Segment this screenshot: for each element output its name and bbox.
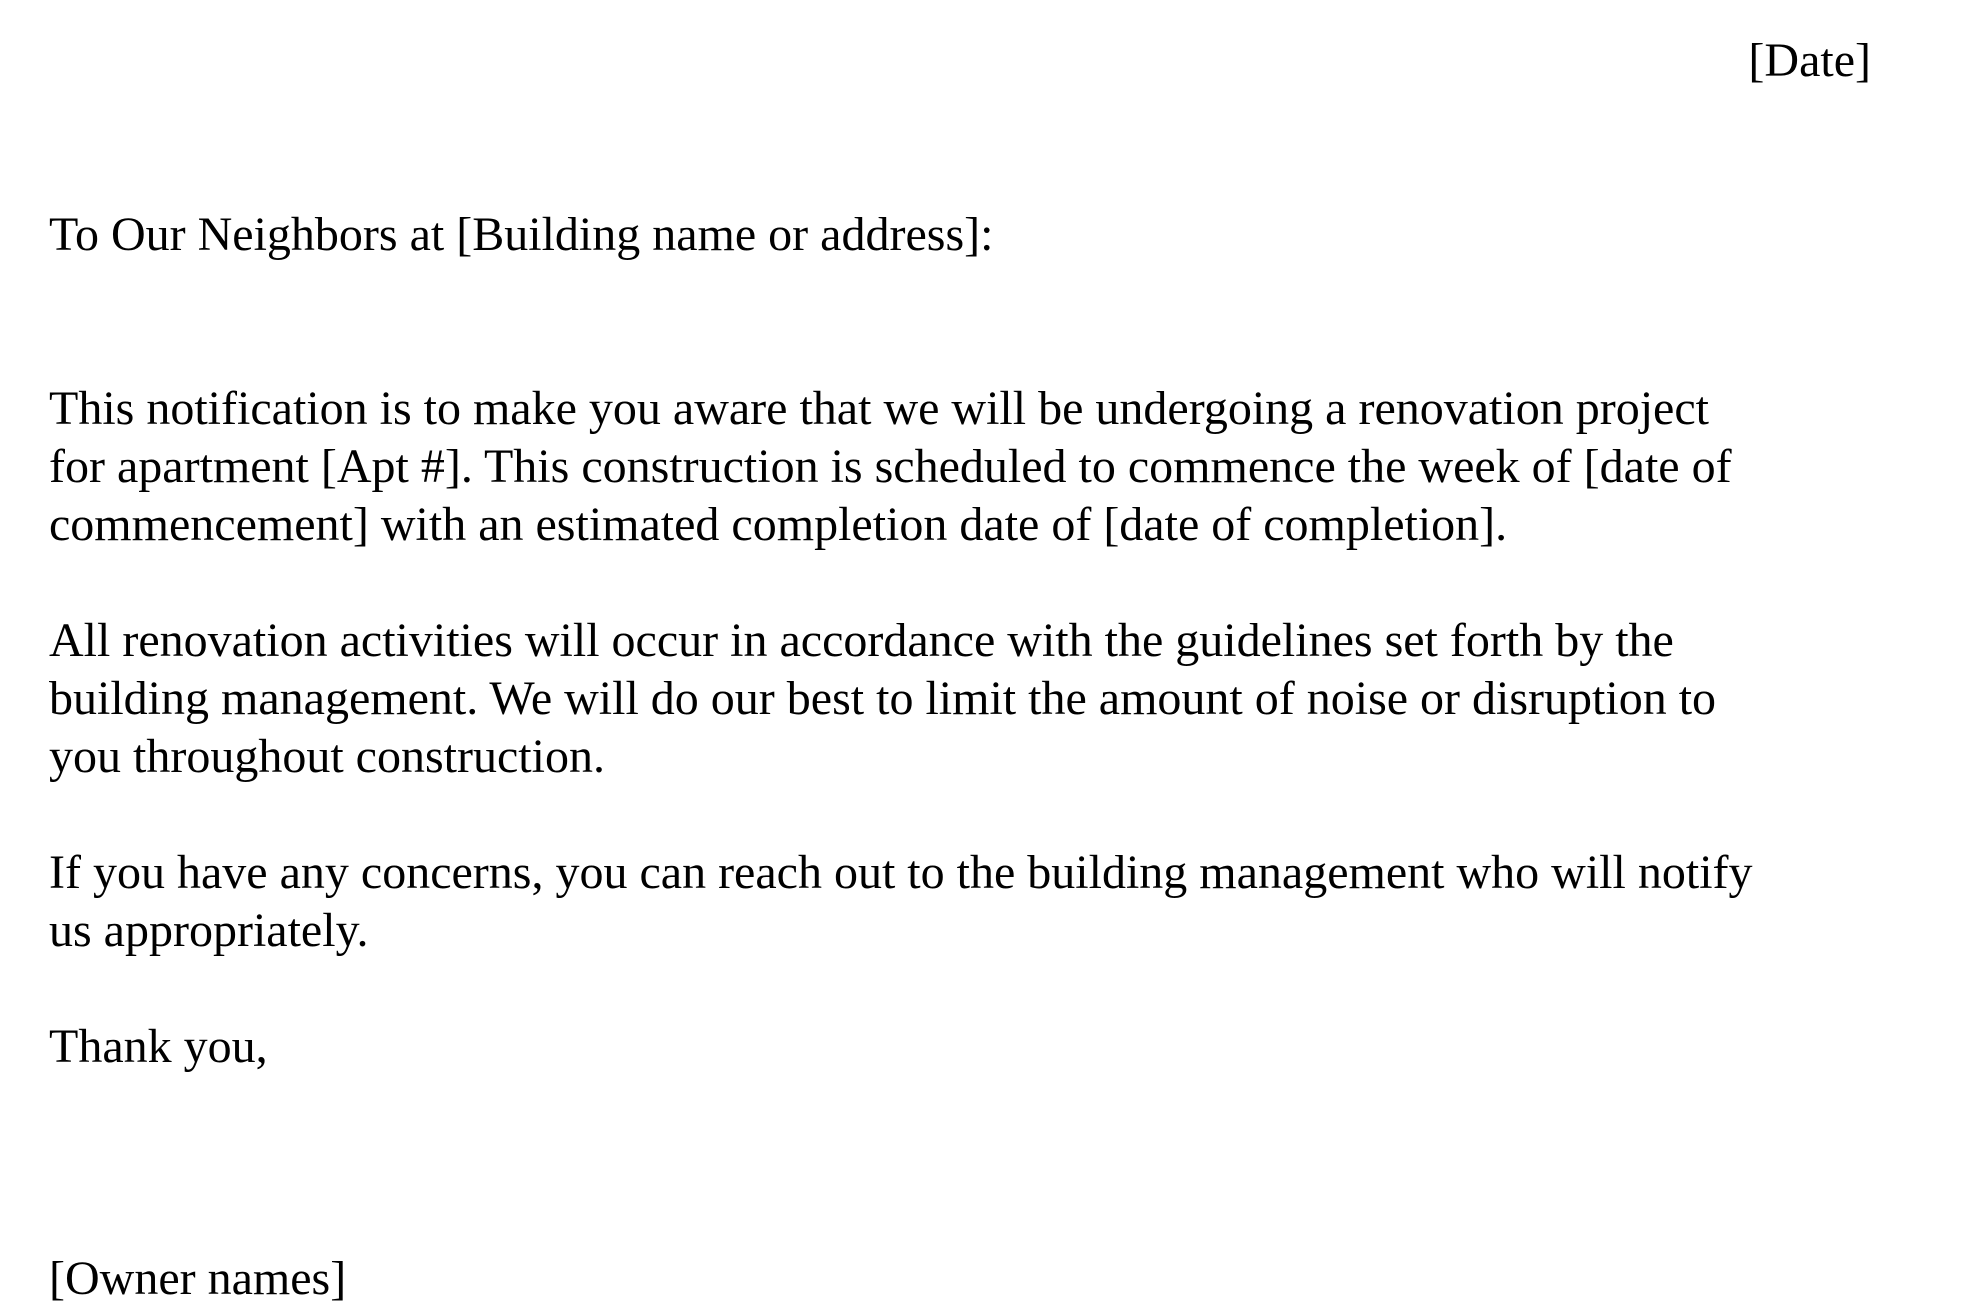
letter-signature: [Owner names] (49, 1252, 347, 1305)
paragraph-line: for apartment [Apt #]. This construction is scheduled to commence the week of [date of (49, 440, 1732, 493)
paragraph-line: If you have any concerns, you can reach out to the building management who will notify (49, 846, 1753, 899)
paragraph-line: All renovation activities will occur in accordance with the guidelines set forth by the (49, 614, 1674, 667)
letter-date: [Date] (1748, 34, 1871, 87)
paragraph-concerns (49, 844, 1919, 960)
paragraph-line: us appropriately. (49, 904, 369, 957)
paragraph-guidelines (49, 612, 1919, 786)
paragraph-line: you throughout construction. (49, 730, 605, 783)
paragraph-notification (49, 380, 1919, 554)
letter-salutation: To Our Neighbors at [Building name or address]: (49, 208, 994, 261)
paragraph-line: building management. We will do our best to limit the amount of noise or disruption to (49, 672, 1717, 725)
paragraph-line: commencement] with an estimated completion date of [date of completion]. (49, 498, 1508, 551)
paragraph-line: This notification is to make you aware that we will be undergoing a renovation project (49, 382, 1709, 435)
letter-closing: Thank you, (49, 1020, 268, 1073)
